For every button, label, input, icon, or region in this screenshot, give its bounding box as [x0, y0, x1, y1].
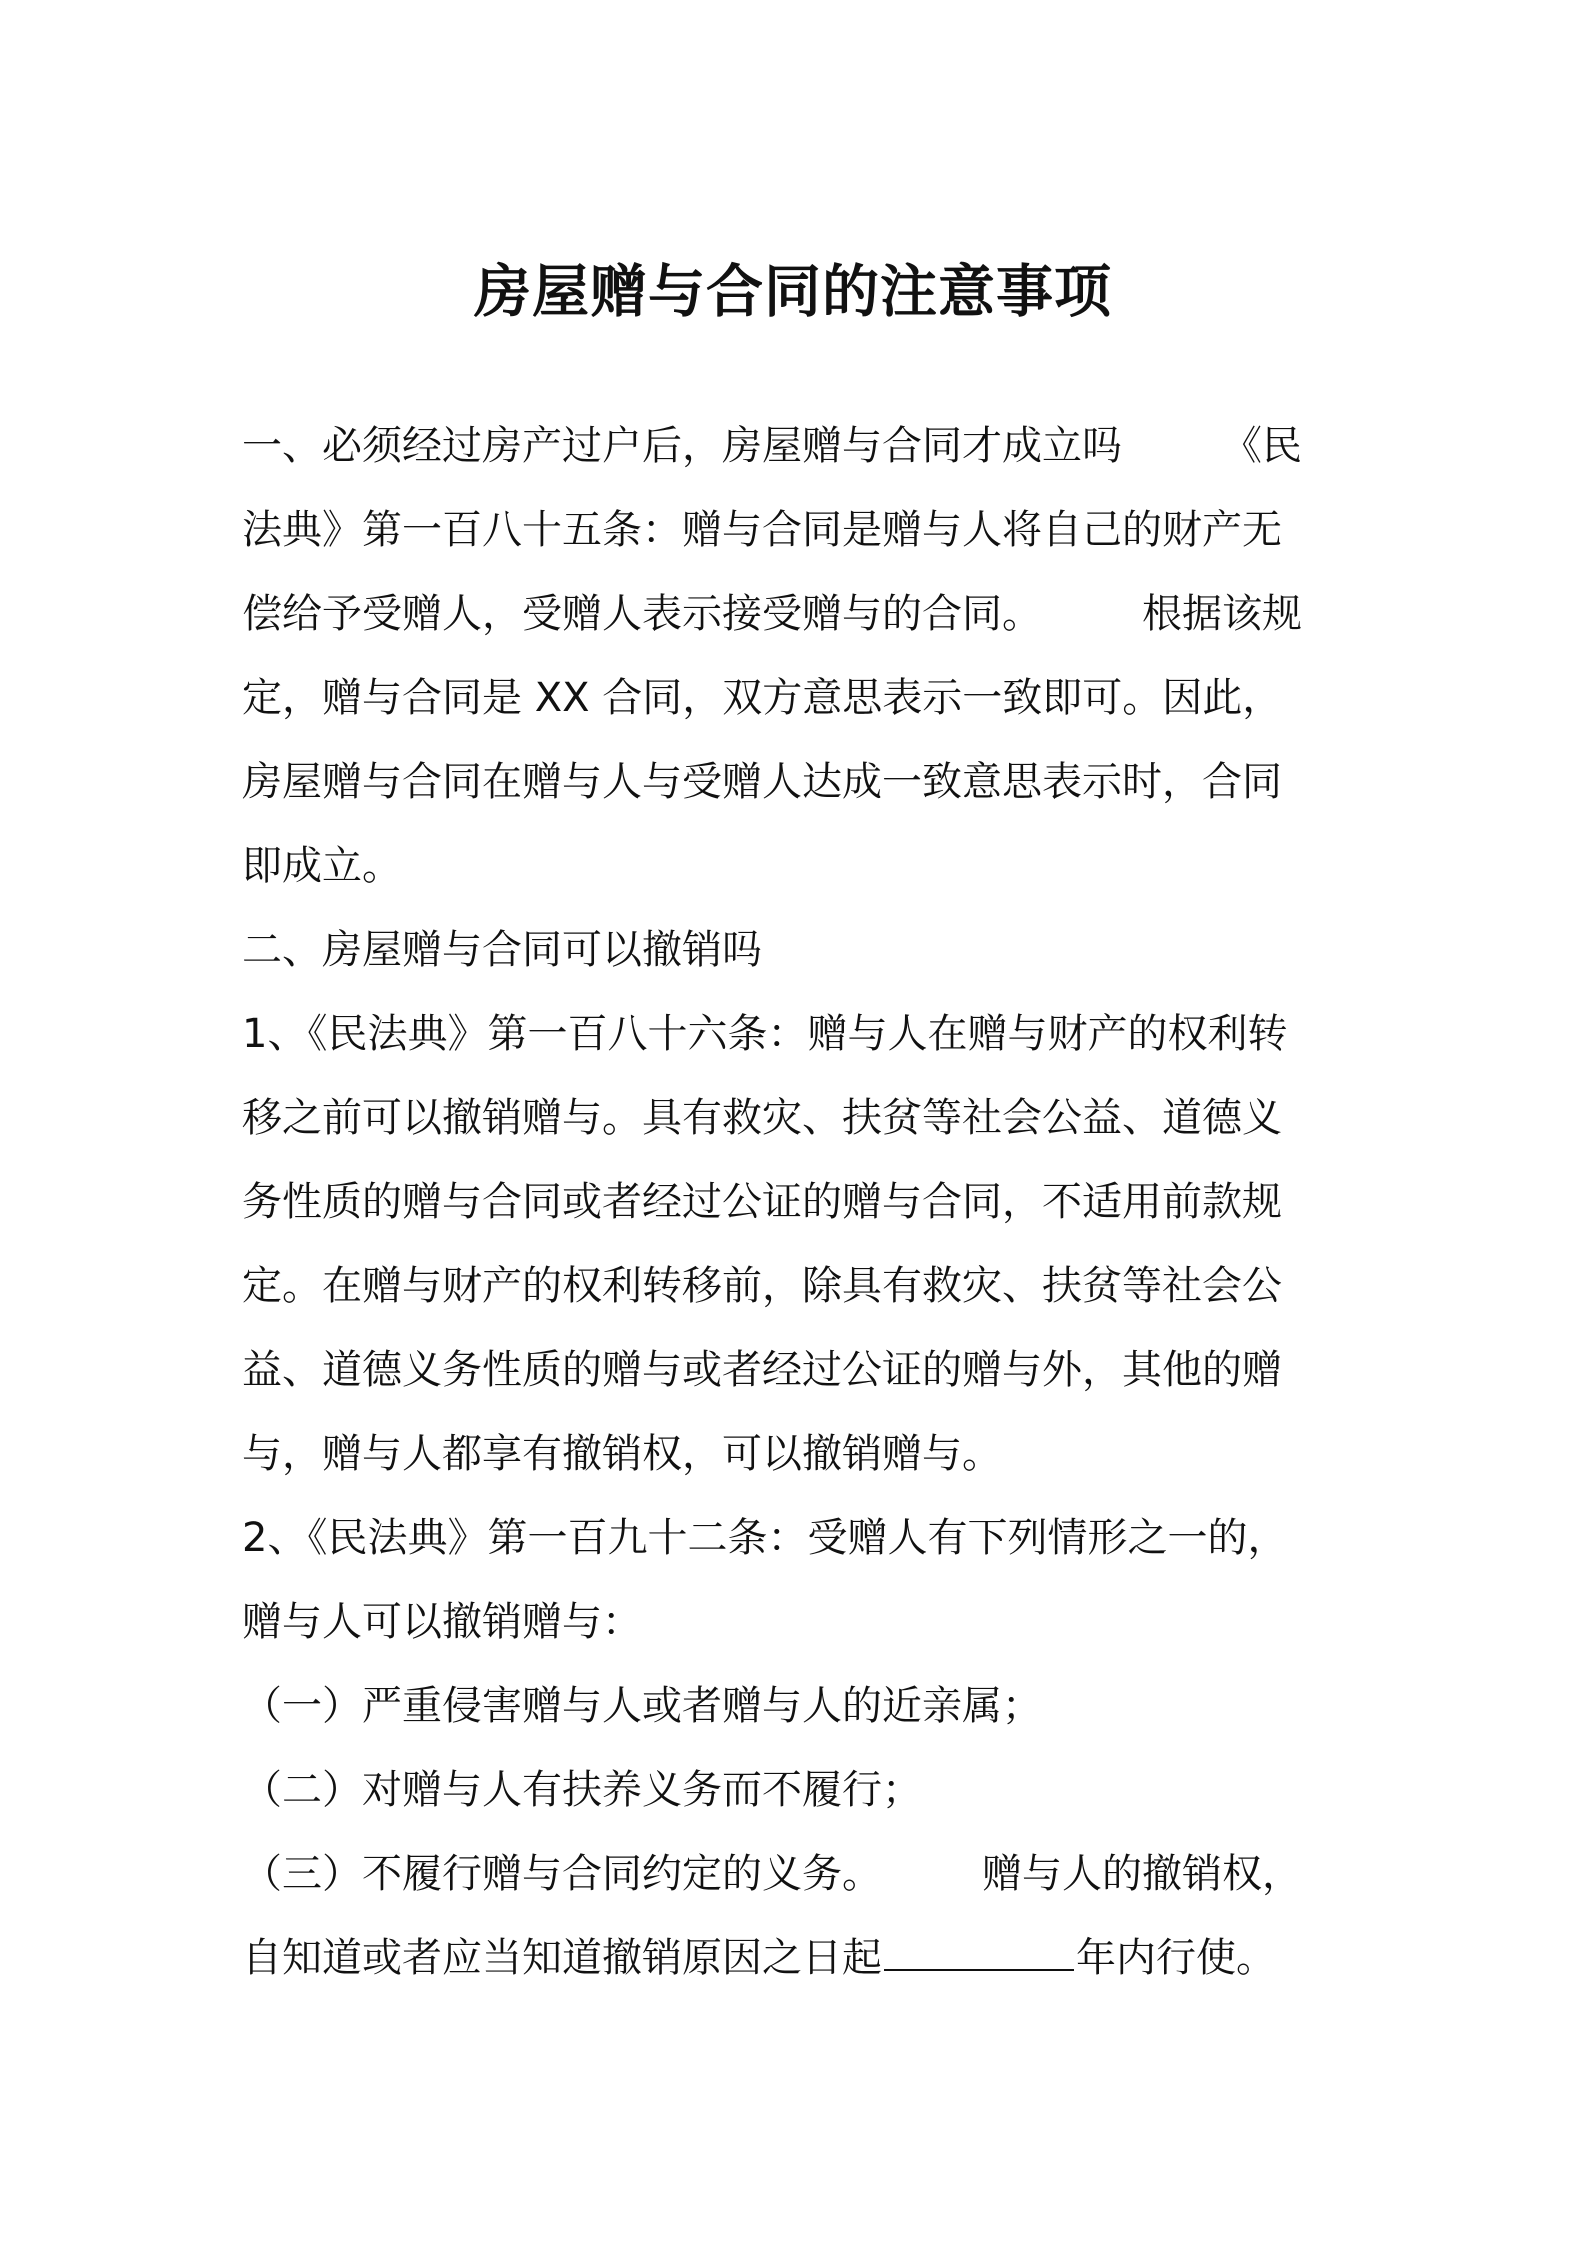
blank-suffix-text: 年内行使。	[1076, 1935, 1276, 1981]
body-line: 定，赠与合同是 XX 合同，双方意思表示一致即可。因此，	[242, 675, 1283, 721]
body-line: 益、道德义务性质的赠与或者经过公证的赠与外，其他的赠	[242, 1347, 1282, 1393]
body-line: 赠与人可以撤销赠与：	[242, 1599, 642, 1645]
body-line: 即成立。	[242, 843, 402, 889]
body-line: 移之前可以撤销赠与。具有救灾、扶贫等社会公益、道德义	[242, 1095, 1282, 1141]
body-line: 偿给予受赠人，受赠人表示接受赠与的合同。 根据该规	[242, 591, 1302, 637]
list-item: （三）不履行赠与合同约定的义务。 赠与人的撤销权，	[242, 1851, 1302, 1897]
body-line: 与，赠与人都享有撤销权，可以撤销赠与。	[242, 1431, 1002, 1477]
fill-in-blank[interactable]	[884, 1923, 1074, 1971]
body-line: 一、必须经过房产过户后，房屋赠与合同才成立吗 《民	[242, 423, 1302, 469]
blank-prefix-text: 自知道或者应当知道撤销原因之日起	[242, 1935, 882, 1981]
list-item: （一）严重侵害赠与人或者赠与人的近亲属；	[242, 1683, 1042, 1729]
document-title: 房屋赠与合同的注意事项	[474, 259, 1112, 325]
section-heading: 二、房屋赠与合同可以撤销吗	[242, 927, 762, 973]
body-line: 务性质的赠与合同或者经过公证的赠与合同，不适用前款规	[242, 1179, 1282, 1225]
list-item: （二）对赠与人有扶养义务而不履行；	[242, 1767, 922, 1813]
document-body	[242, 404, 1354, 2000]
body-line: 房屋赠与合同在赠与人与受赠人达成一致意思表示时，合同	[242, 759, 1282, 805]
body-line: 法典》第一百八十五条：赠与合同是赠与人将自己的财产无	[242, 507, 1282, 553]
body-line: 1、《民法典》第一百八十六条：赠与人在赠与财产的权利转	[242, 1011, 1288, 1057]
body-line-with-blank	[242, 1916, 1354, 2000]
body-line: 定。在赠与财产的权利转移前，除具有救灾、扶贫等社会公	[242, 1263, 1282, 1309]
body-line: 2、《民法典》第一百九十二条：受赠人有下列情形之一的，	[242, 1515, 1288, 1561]
